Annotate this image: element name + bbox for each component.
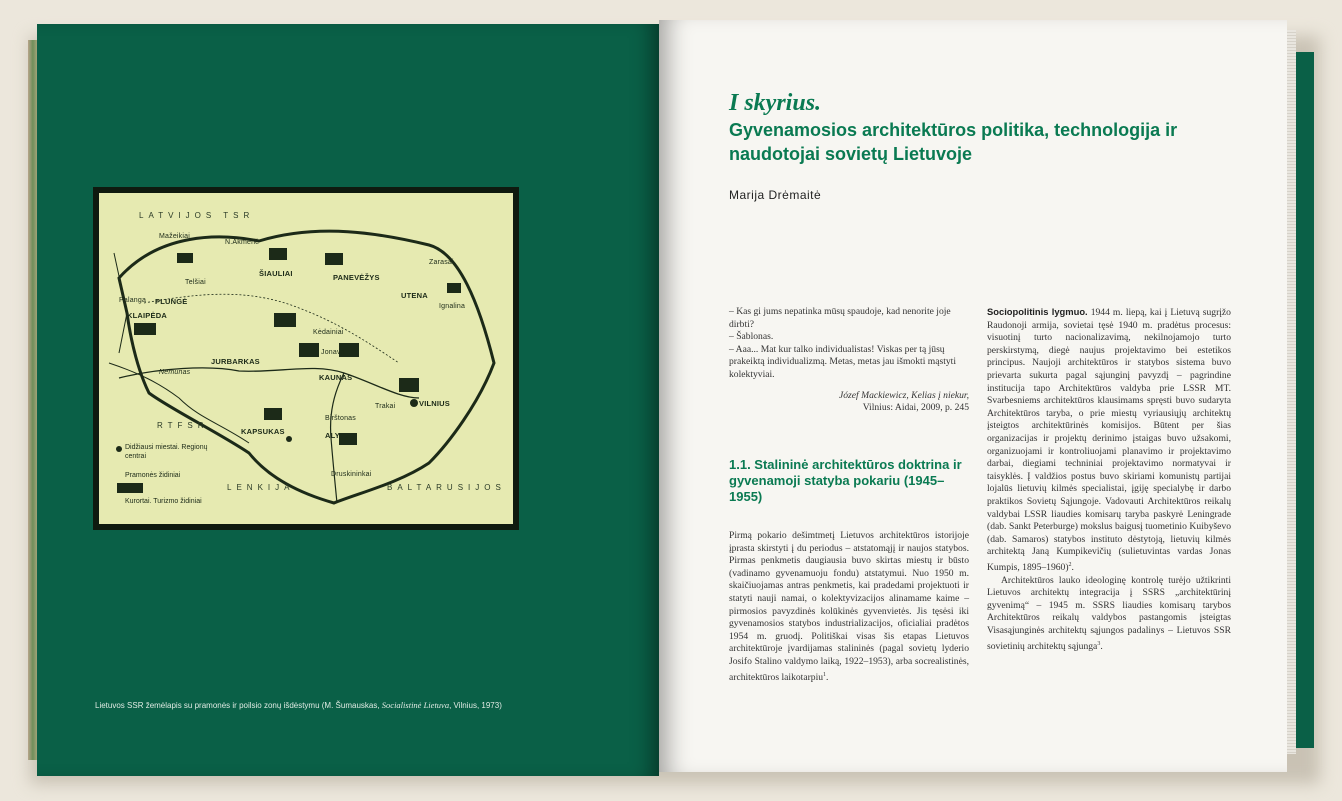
map-city: ŠIAULIAI — [259, 269, 293, 278]
epigraph-publication: Vilnius: Aidai, 2009, p. 245 — [862, 402, 969, 414]
body-text-left: Pirmą pokario dešimtmetį Lietuvos architektūros istorijoje įprasta skirstyti į du periodus – atstatomąjį ir naujos statybos. Pirmas penkmetis daugiausia buvo skirtas miestų ir būsto (vadinamo gyvenamuoju fondu) atstatymui. Nuo 1950 m. skaičiuojamas antras penkmetis, kai pradedami projektuoti ir statyti nauji namai, o kolektyvizacijos alinamame kaime – pirmosios pavyzdinės kolūkinės gyvenvietės. Jis tęsėsi iki gyvenamosios statybos industrializacijos, oficialiai pradėtos 1954 m. gruodį. Politiškai visas šis etapas Lietuvos architektūroje įvardijamas stalininės (pagal sovietų lyderio Josifo Stalino valdymo laiką, 1922–1953), arba socrealistinės, architektūros laikotarpiu$^1$. — [729, 530, 969, 683]
paragraph: 1944 m. liepą, kai į Lietuvą sugrįžo Raudonoji armija, sovietai tęsė 1940 m. pradėtus procesus: visuotinį turto nacionalizavimą, nekilnojamojo turto perskirstymą, diegė naujus projektavimo bei estetikos principus. Naujoji architektūros ir statybos sistema buvo prievarta sukurta pagal sąjunginį pavyzdį – pagrindine institucija tapo Architektūros valdyba prie LSSR MT. Svarbesniems architektūros klausimams spręsti buvo sudaryta Architektūros taryba, o prie miestų vyriausiųjų architektų įsteigtos architektūrinės komisijos. Būtent per šias organizacijas ir projektų derinimo įstaigas buvo užsakomi, organizuojami ir kontroliuojami planavimo ir projektavimo darbai, diegiami techniniai projektavimo normatyvai ir taisyklės. Į valdžios postus buvo skiriami komunistų partijai lojalūs lietuvių kilmės specialistai, įgiję specialybę ir darbo praktikos Sovietų Sąjungoje. Vadovauti Architektūros reikalų valdybai LSSR liaudies komisarų taryba paskyrė Leningrade (dab. Sankt Peterburge) mokslus baigusį tuometinio Kuibyševo (dab. Samaros) statybos instituto dėstytoją, lietuvių kilmės architektą Janą Kumpikevičių (sulietuvintas vardas Jonas Kumpis, 1895–1960) — [987, 307, 1231, 574]
map-city: Telšiai — [185, 279, 206, 286]
author-name: Marija Drėmaitė — [729, 188, 822, 202]
footnote-ref: 1 — [823, 671, 827, 678]
caption-italic: Socialistinė Lietuva — [381, 700, 450, 710]
map-figure — [93, 187, 519, 530]
back-cover-edge — [1296, 52, 1314, 748]
map-city: Druskininkai — [331, 471, 372, 478]
chapter-title: Gyvenamosios architektūros politika, technologija ir naudotojai sovietų Lietuvoje — [729, 120, 1178, 164]
map-city: VILNIUS — [419, 399, 450, 408]
epigraph-line: – Šablonas. — [729, 331, 774, 343]
epigraph — [729, 306, 969, 415]
legend-item-industry: Pramonės židiniai — [125, 472, 181, 479]
section-heading: 1.1. Stalininė architektūros doktrina ir gyvenamoji statyba pokariu (1945–1955) — [729, 457, 962, 504]
map-city: ALYTUS — [325, 431, 356, 440]
map-city: Mažeikiai — [159, 233, 190, 240]
map-city: KLAIPĖDA — [127, 311, 167, 320]
map-city: Palanga — [119, 297, 147, 304]
map-city: Birštonas — [325, 415, 356, 422]
caption-text-end: , Vilnius, 1973) — [449, 701, 502, 710]
map-city: Trakai — [375, 403, 396, 410]
paragraph: Architektūros lauko ideologinę kontrolę turėjo užtikrinti Lietuvos architektų integracija į SSRS „architektūrinį gyvenimą“ – 1945 m. SSRS liaudies komisarų tarybos Architektūros reikalų valdybos pastangomis įsteigtas Visasąjunginės architektų sąjungos padalinys – Lietuvos SSR sovietinių architektų sąjunga — [987, 574, 1231, 652]
map-city: Jonava — [321, 349, 345, 356]
map-label-latvia: LATVIJOS TSR — [139, 211, 255, 220]
map-city: KAPSUKAS — [241, 427, 285, 436]
map-city: KAUNAS — [319, 373, 353, 382]
map-river-label: Nemunas — [159, 369, 191, 376]
caption-text: Lietuvos SSR žemėlapis su pramonės ir poilsio zonų išdėstymu (M. Šumauskas, — [95, 701, 382, 710]
map-city: Ignalina — [439, 303, 466, 310]
paragraph-lead: Sociopolitinis lygmuo. — [987, 306, 1088, 317]
epigraph-line: – Kas gi jums nepatinka mūsų spaudoje, kad nenorite joje dirbti? — [729, 306, 951, 330]
epigraph-book: Kelias į niekur, — [911, 389, 969, 401]
paragraph: Pirmą pokario dešimtmetį Lietuvos architektūros istorijoje įprasta skirstyti į du periodus – atstatomąjį ir naujos statybos. Pirmas penkmetis daugiausia buvo skirtas miestų ir būsto (vadinamo gyvenamuoju fondu) atstatymui. Nuo 1950 m. skaičiuojamas antras penkmetis, kai pradedami projektuoti ir statyti nauji namai, o kolektyvizacijos alinamame kaime – pirmosios pavyzdinės kolūkinės gyvenvietės. Jis tęsėsi iki gyvenamosios statybos industrializacijos, oficialiai pradėtos 1954 m. gruodį. Politiškai visas šis etapas Lietuvos architektūroje įvardijamas stalininės (pagal sovietų lyderio Josifo Stalino valdymo laiką, 1922–1953), arba socrealistinės, architektūros laikotarpiu — [729, 530, 969, 683]
map-city: Kėdainiai — [313, 329, 344, 336]
epigraph-source — [729, 390, 969, 415]
epigraph-line: – Aaa... Mat kur talko individualistas! Viskas per tą jūsų prakeiktą individualizmą. Metas, metas jau išmokti mąstyti kolektyviai. — [729, 343, 957, 380]
epigraph-author: Józef Mackiewicz, — [838, 389, 909, 401]
legend-item-cities: Didžiausi miestai. Regionų centrai — [125, 444, 208, 460]
map-city: JURBARKAS — [211, 357, 260, 366]
footnote-ref: 2 — [1068, 561, 1072, 568]
legend-item-resorts: Kurortai. Turizmo židiniai — [125, 498, 202, 505]
footnote-ref: 3 — [1097, 640, 1101, 647]
map-city: PANEVĖŽYS — [333, 273, 380, 282]
map-city: Zarasai — [429, 259, 454, 266]
map-label-belarus: BALTARUSIJOS — [387, 483, 506, 492]
chapter-label: I skyrius. — [729, 90, 822, 116]
map-label-poland: LENKIJA — [227, 483, 295, 492]
map-label-rtfsr: RTFSR — [157, 421, 209, 430]
map-caption — [95, 700, 545, 710]
map-city: UTENA — [401, 291, 428, 300]
lithuania-border — [119, 231, 494, 503]
map-image — [99, 193, 513, 524]
map-city: N.Akmenė — [225, 239, 260, 246]
map-city: PLUNGĖ — [155, 297, 188, 306]
body-text-right: Sociopolitinis lygmuo. 1944 m. liepą, kai į Lietuvą sugrįžo Raudonoji armija, sovietai tęsė 1940 m. pradėtus procesus: visuotinį turto nacionalizavimą, nekilnojamojo turto perskirstymą, diegė naujus projektavimo bei estetikos principus. Naujoji architektūros ir statybos sistema buvo prievarta sukurta pagal sąjunginį pavyzdį – pagrindine institucija tapo Architektūros valdyba prie LSSR MT. Svarbesniems architektūros klausimams spręsti buvo sudaryta Architektūros taryba, o prie miestų vyriausiųjų architektų įsteigtos architektūrinės komisijos. Būtent per šias organizacijas ir projektų derinimo įstaigas buvo užsakomi, organizuojami ir kontroliuojami planavimo ir projektavimo darbai, diegiami techniniai projektavimo normatyvai ir taisyklės. Į valdžios postus buvo skiriami komunistų partijai lojalūs lietuvių kilmės specialistai, įgiję specialybę ir darbo praktikos Sovietų Sąjungoje. Vadovauti Architektūros reikalų valdybai LSSR liaudies komisarų taryba paskyrė Leningrade (dab. Sankt Peterburge) mokslus baigusį tuometinio Kuibyševo (dab. Samaros) statybos instituto dėstytoją, lietuvių kilmės architektą Janą Kumpikevičių (sulietuvintas vardas Jonas Kumpis, 1895–1960)$^2$. Architektūros lauko ideologinę kontrolę turėjo užtikrinti Lietuvos architektų integracija į SSRS „architektūrinį gyvenimą“ – 1945 m. SSRS liaudies komisarų tarybos Architektūros reikalų valdybos pastangomis įsteigtas Visasąjunginės architektų sąjungos padalinys – Lietuvos SSR sovietinių architektų sąjunga$^3$. — [987, 306, 1231, 652]
